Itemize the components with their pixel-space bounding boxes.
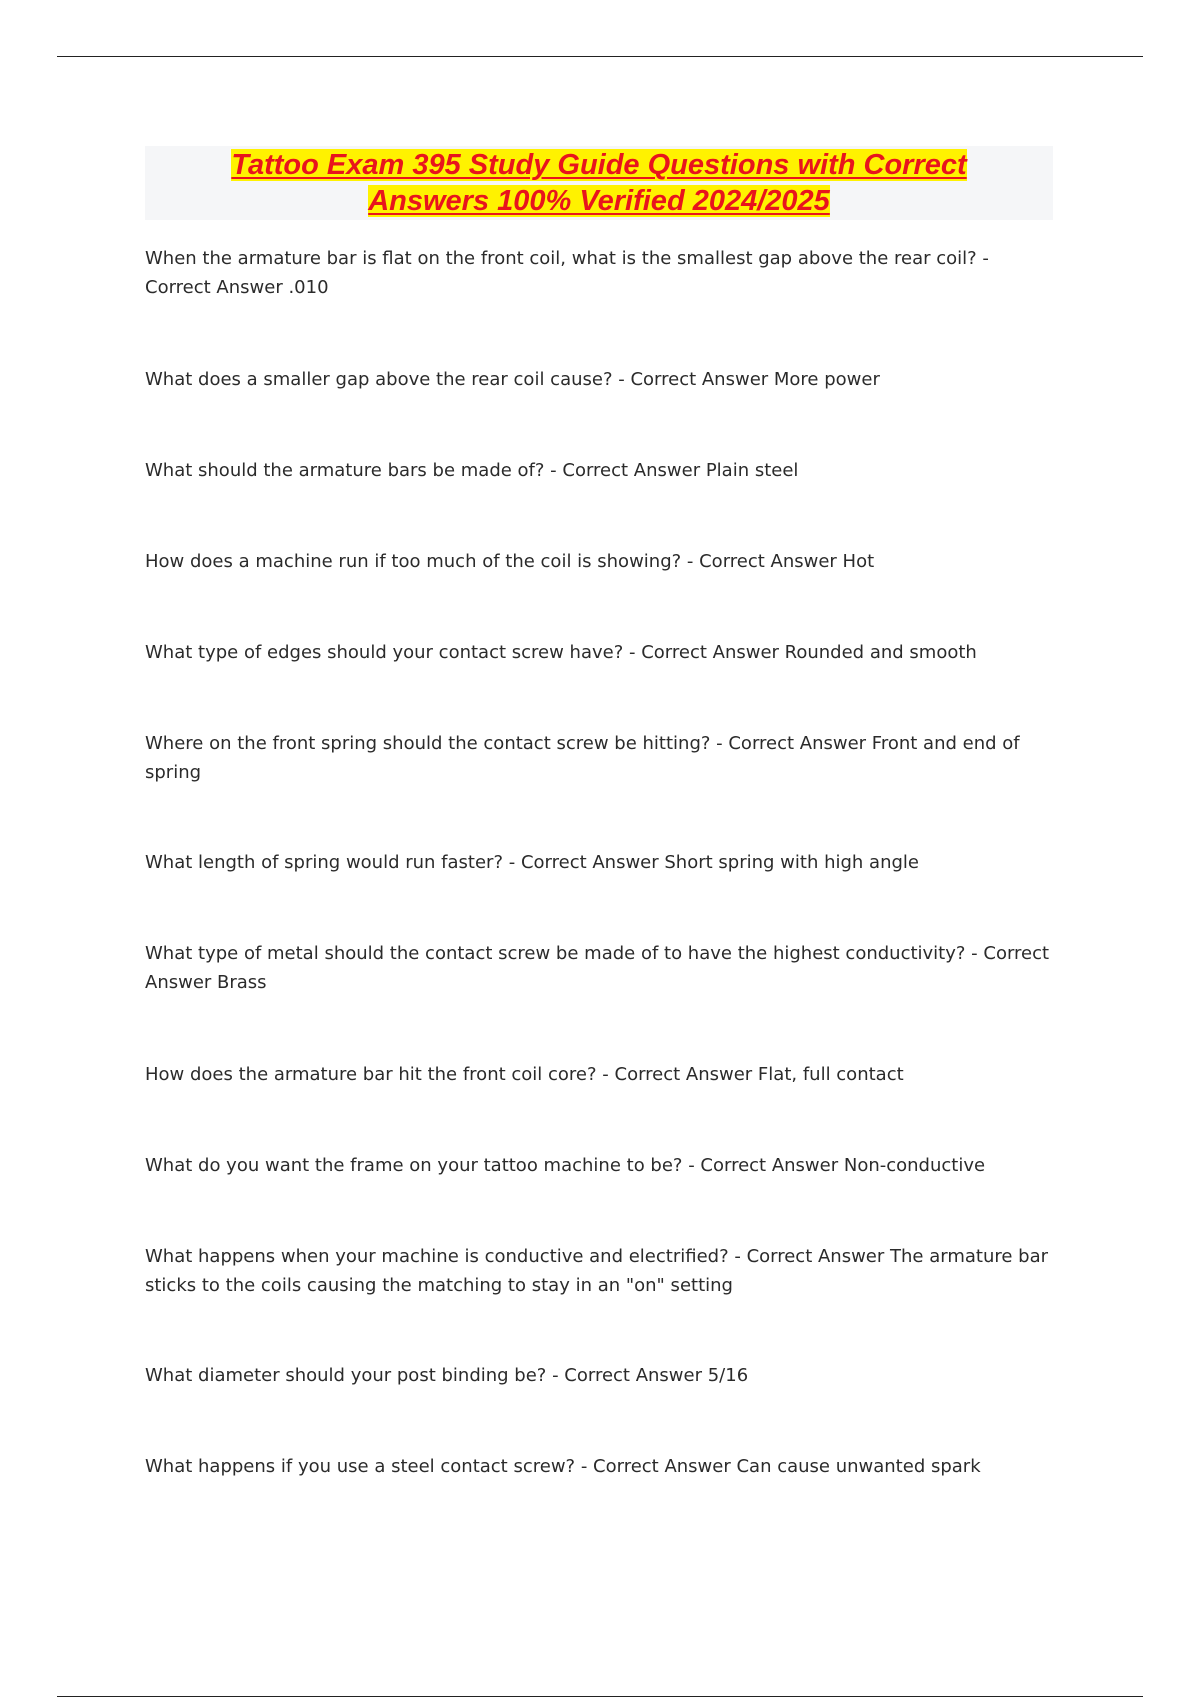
qa-item: What happens if you use a steel contact screw? - Correct Answer Can cause unwanted spark: [145, 1456, 981, 1477]
qa-item: What length of spring would run faster? - Correct Answer Short spring with high angle: [145, 852, 919, 873]
qa-item: What happens when your machine is conductive and electrified? - Correct Answer The armature bar sticks to the coils causing the matching to stay in an "on" setting: [145, 1246, 1049, 1296]
qa-item: What does a smaller gap above the rear coil cause? - Correct Answer More power: [145, 369, 880, 390]
qa-item: What diameter should your post binding be? - Correct Answer 5/16: [145, 1365, 749, 1386]
title-line-1: Tattoo Exam 395 Study Guide Questions with Correct: [231, 149, 967, 181]
qa-item: What type of edges should your contact screw have? - Correct Answer Rounded and smooth: [145, 642, 977, 663]
qa-item: How does the armature bar hit the front coil core? - Correct Answer Flat, full contact: [145, 1064, 904, 1085]
qa-item: When the armature bar is flat on the front coil, what is the smallest gap above the rear coil? - Correct Answer .010: [145, 248, 989, 298]
title-box: [145, 146, 1053, 220]
qa-item: What type of metal should the contact screw be made of to have the highest conductivity? - Correct Answer Brass: [145, 943, 1050, 993]
title-line-2: Answers 100% Verified 2024/2025: [368, 185, 830, 217]
qa-item: Where on the front spring should the contact screw be hitting? - Correct Answer Front and end of spring: [145, 733, 1020, 783]
qa-item: How does a machine run if too much of the coil is showing? - Correct Answer Hot: [145, 551, 875, 572]
qa-item: What do you want the frame on your tattoo machine to be? - Correct Answer Non-conductive: [145, 1155, 986, 1176]
footer-rule: [57, 1696, 1143, 1697]
header-rule: [57, 56, 1143, 57]
document-title: [231, 147, 966, 219]
qa-item: What should the armature bars be made of? - Correct Answer Plain steel: [145, 460, 799, 481]
